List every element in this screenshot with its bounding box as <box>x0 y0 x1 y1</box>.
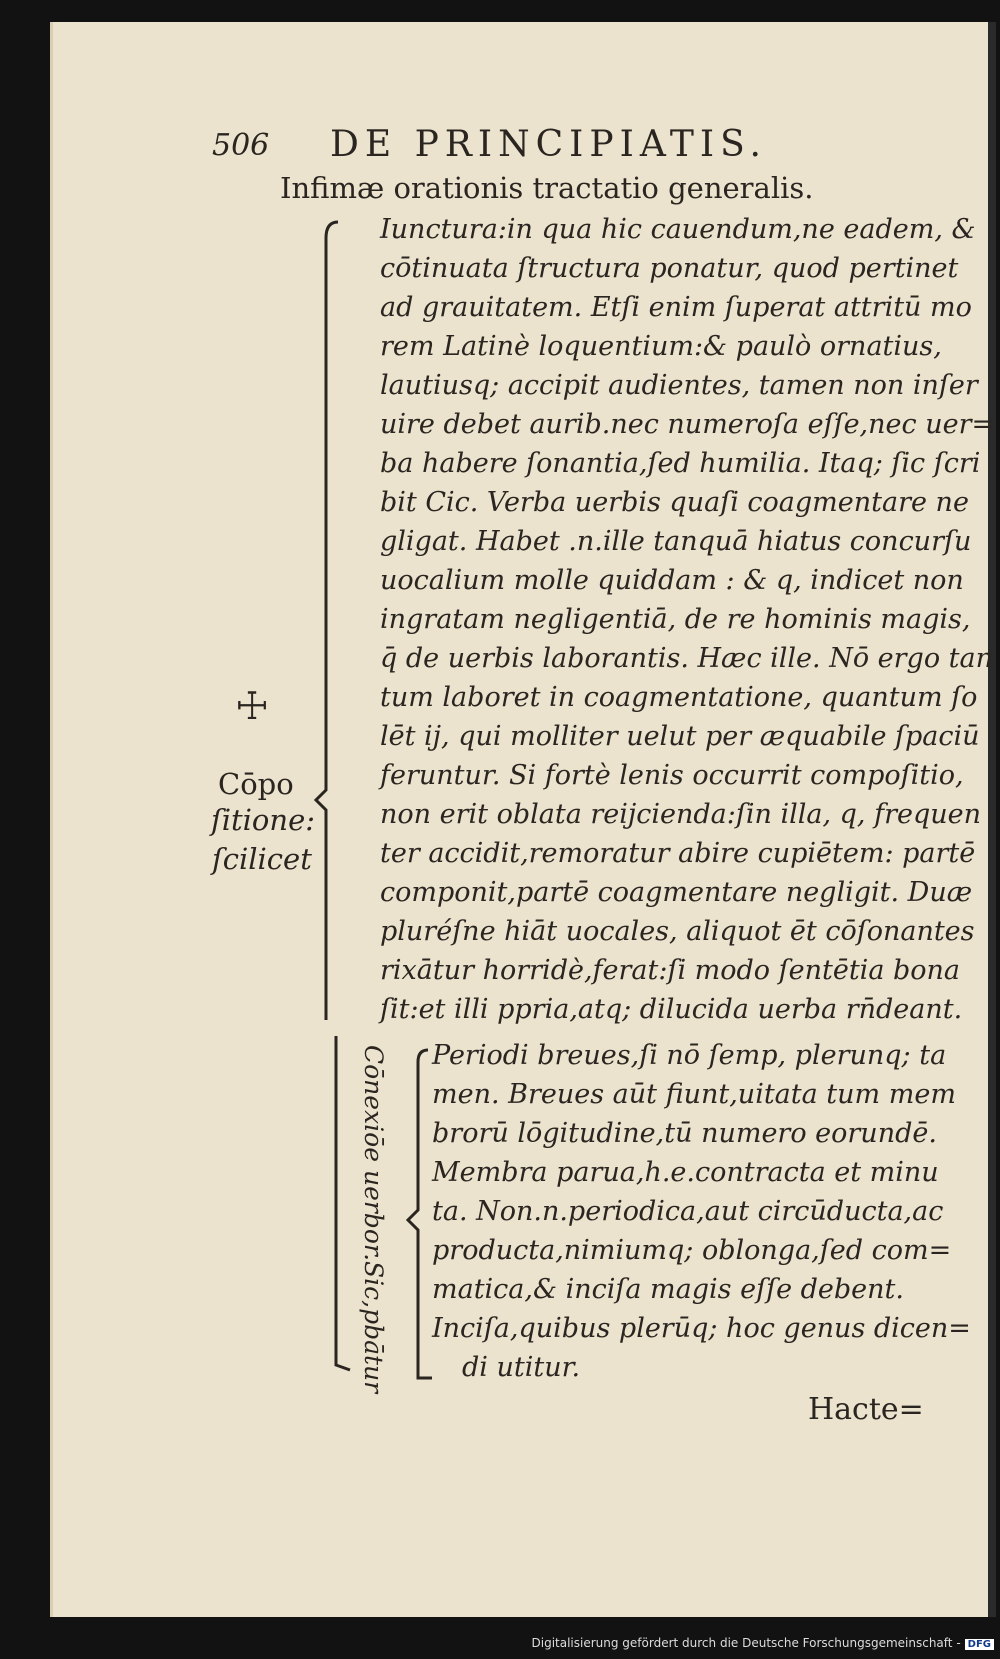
sub-text-line: producta,nimiumq; oblonga,ſed com= <box>432 1235 952 1266</box>
margin-note-line: ſcilicet <box>212 842 312 876</box>
text-line: lautiusq; accipit audientes, tamen non inſer <box>380 370 978 401</box>
text-line: non erit oblata reijcienda:ſin illa, q, frequen <box>380 799 982 830</box>
text-line: componit,partē coagmentare negligit. Duæ <box>380 877 973 908</box>
text-line: tum laboret in coagmentatione, quantum ſo <box>380 682 978 713</box>
running-title: DE PRINCIPIATIS. <box>330 124 767 165</box>
outer-small-brace <box>336 1036 350 1370</box>
footer-credit <box>532 1636 995 1650</box>
sub-text-line: Membra parua,h.e.contracta et minu <box>432 1157 939 1188</box>
sub-text-line: Inciſa,quibus plerūq; hoc genus dicen= <box>432 1313 971 1344</box>
sub-text-line: brorū lōgitudine,tū numero eorundē. <box>432 1118 937 1149</box>
sub-text-line: di utitur. <box>462 1352 581 1383</box>
text-line: ſit:et illi ppria,atq; dilucida uerba rn̄deant. <box>380 994 963 1025</box>
catchword: Hacte= <box>808 1392 924 1427</box>
text-line: q̄ de uerbis laborantis. Hæc ille. Nō ergo tan <box>380 643 993 674</box>
text-line: gligat. Habet .n.ille tanquā hiatus concurſu <box>380 526 972 557</box>
margin-note-line: ſitione: <box>211 803 316 837</box>
connexio-brace <box>408 1050 432 1378</box>
text-line: uocalium molle quiddam : & q, indicet non <box>380 565 964 596</box>
page-number: 506 <box>212 128 270 163</box>
text-line: cōtinuata ſtructura ponatur, quod pertinet <box>380 253 959 284</box>
text-line: ad grauitatem. Etſi enim ſuperat attritū mo <box>380 292 972 323</box>
margin-cross-symbol: ☩ <box>235 684 270 728</box>
sub-text-line: ta. Non.n.periodica,aut circūducta,ac <box>432 1196 944 1227</box>
text-line: ter accidit,remoratur abire cupiētem: partē <box>380 838 976 869</box>
sub-text-line: Periodi breues,ſi nō ſemp, plerunq; ta <box>432 1040 947 1071</box>
text-line: rixātur horridè,ferat:ſi modo ſentētia bona <box>380 955 961 986</box>
text-line: bit Cic. Verba uerbis quaſi coagmentare ne <box>380 487 969 518</box>
connexio-vertical-label: Cōnexiōe uerbor.Sic,pbātur <box>359 1045 388 1394</box>
section-subtitle: Infimæ orationis tractatio generalis. <box>280 171 814 205</box>
text-line: uire debet aurib.nec numeroſa eſſe,nec uer= <box>380 409 995 440</box>
dfg-logo: DFG <box>965 1639 994 1650</box>
text-line: feruntur. Si fortè lenis occurrit compoſitio, <box>380 760 964 791</box>
text-line: ingratam negligentiā, de re hominis magis, <box>380 604 971 635</box>
footer-text: Digitalisierung gefördert durch die Deutsche Forschungsgemeinschaft - <box>531 1636 961 1650</box>
text-line: Iunctura:in qua hic cauendum,ne eadem, & <box>380 214 976 245</box>
text-line: rem Latinè loquentium:& paulò ornatius, <box>380 331 942 362</box>
margin-note-line: Cōpo <box>218 767 294 801</box>
text-line: pluréſne hiāt uocales, aliquot ēt cōſonantes <box>380 916 975 947</box>
main-brace <box>316 222 338 1020</box>
sub-text-line: matica,& inciſa magis eſſe debent. <box>432 1274 904 1305</box>
text-line: lēt ij, qui molliter uelut per æquabile ſpaciū <box>380 721 980 752</box>
text-line: ba habere ſonantia,ſed humilia. Itaq; ſic ſcri <box>380 448 981 479</box>
sub-text-line: men. Breues aūt fiunt,uitata tum mem <box>432 1079 956 1110</box>
